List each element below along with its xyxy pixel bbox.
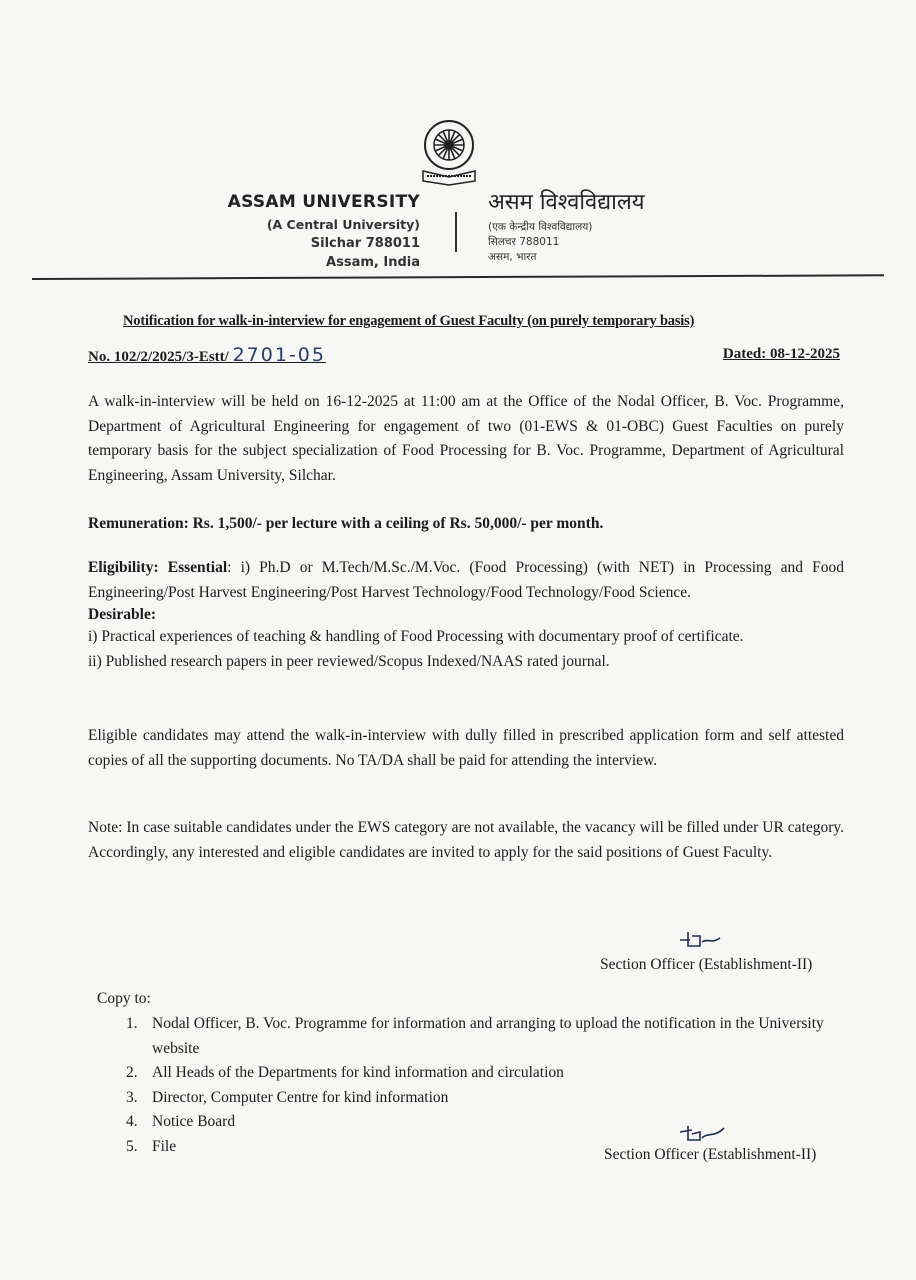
item-number: 4.	[126, 1113, 138, 1130]
university-state-hindi: असम, भारत	[488, 251, 537, 263]
reference-number	[88, 344, 326, 366]
university-state: Assam, India	[326, 255, 420, 270]
intro-paragraph: A walk-in-interview will be held on 16-12-2025 at 11:00 am at the Office of the Nodal Officer, B. Voc. Programme, Department of Agricultural Engineering for engagement of two (01-EWS & 01-OBC) Guest Faculties on purely temporary basis for the subject specialization of Food Processing for B. Voc. Programme, Department of Agricultural Engineering, Assam University, Silchar.	[88, 393, 844, 484]
remuneration: Remuneration: Rs. 1,500/- per lecture with a ceiling of Rs. 50,000/- per month.	[88, 515, 604, 532]
letterhead-english	[228, 192, 420, 272]
candidates-paragraph: Eligible candidates may attend the walk-in-interview with dully filled in prescribed application form and self attested copies of all the supporting documents. No TA/DA shall be paid for attending the interview.	[88, 727, 844, 769]
desirable-item: ii) Published research papers in peer reviewed/Scopus Indexed/NAAS rated journal.	[88, 652, 610, 670]
item-number: 2.	[126, 1064, 138, 1081]
letterhead-divider	[455, 212, 457, 252]
university-subtitle: (A Central University)	[266, 217, 420, 232]
university-name: ASSAM UNIVERSITY	[227, 192, 420, 212]
university-city: Silchar 788011	[310, 236, 420, 251]
university-name-hindi: असम विश्वविद्यालय	[488, 190, 645, 215]
item-text: Director, Computer Centre for kind information	[152, 1088, 449, 1106]
reference-prefix: No. 102/2/2025/3-Estt/	[88, 349, 233, 365]
notice-title: Notification for walk-in-interview for engagement of Guest Faculty (on purely temporary basis)	[123, 313, 695, 329]
university-city-hindi: सिलचर 788011	[488, 236, 560, 248]
note-paragraph: Note: In case suitable candidates under the EWS category are not available, the vacancy will be filled under UR category. Accordingly, any interested and eligible candidates are invited to apply for the said positions of Guest Faculty.	[88, 819, 844, 861]
letterhead-hindi	[488, 186, 645, 265]
copy-to-item	[122, 1086, 842, 1111]
signatory-designation: Section Officer (Establishment-II)	[600, 956, 813, 973]
reference-row	[88, 344, 840, 366]
copy-to-item	[122, 1012, 842, 1061]
letterhead-rule	[32, 274, 884, 280]
item-text: Nodal Officer, B. Voc. Programme for information and arranging to upload the notification in the University website	[152, 1015, 824, 1057]
eligibility-section	[88, 556, 844, 674]
item-text: File	[152, 1137, 177, 1155]
item-text: All Heads of the Departments for kind information and circulation	[152, 1064, 564, 1081]
copy-signatory-designation: Section Officer (Establishment-II)	[604, 1146, 817, 1163]
copy-to-item	[122, 1061, 842, 1086]
signature-icon	[676, 1122, 736, 1144]
item-number: 3.	[126, 1088, 138, 1106]
notice-date: Dated: 08-12-2025	[722, 346, 840, 362]
item-number: 5.	[126, 1137, 138, 1155]
eligibility-label: Eligibility: Essential	[88, 559, 228, 576]
reference-handwritten: 2701-05	[232, 344, 326, 366]
desirable-item: i) Practical experiences of teaching & handling of Food Processing with documentary proof of certificate.	[88, 628, 744, 645]
eligibility-essential	[88, 556, 844, 605]
item-number: 1.	[126, 1015, 138, 1032]
eligibility-text: : i) Ph.D or M.Tech/M.Sc./M.Voc. (Food Processing) (with NET) in Processing and Food Engineering/Post Harvest Engineering/Post Harvest Technology/Food Technology/Food Science.	[88, 559, 844, 601]
copy-to-label: Copy to:	[97, 990, 151, 1007]
university-subtitle-hindi: (एक केन्द्रीय विश्वविद्यालय)	[488, 221, 593, 233]
signature-icon	[676, 928, 736, 950]
desirable-label: Desirable:	[88, 606, 157, 623]
item-text: Notice Board	[152, 1113, 236, 1130]
university-emblem-icon	[413, 115, 485, 187]
